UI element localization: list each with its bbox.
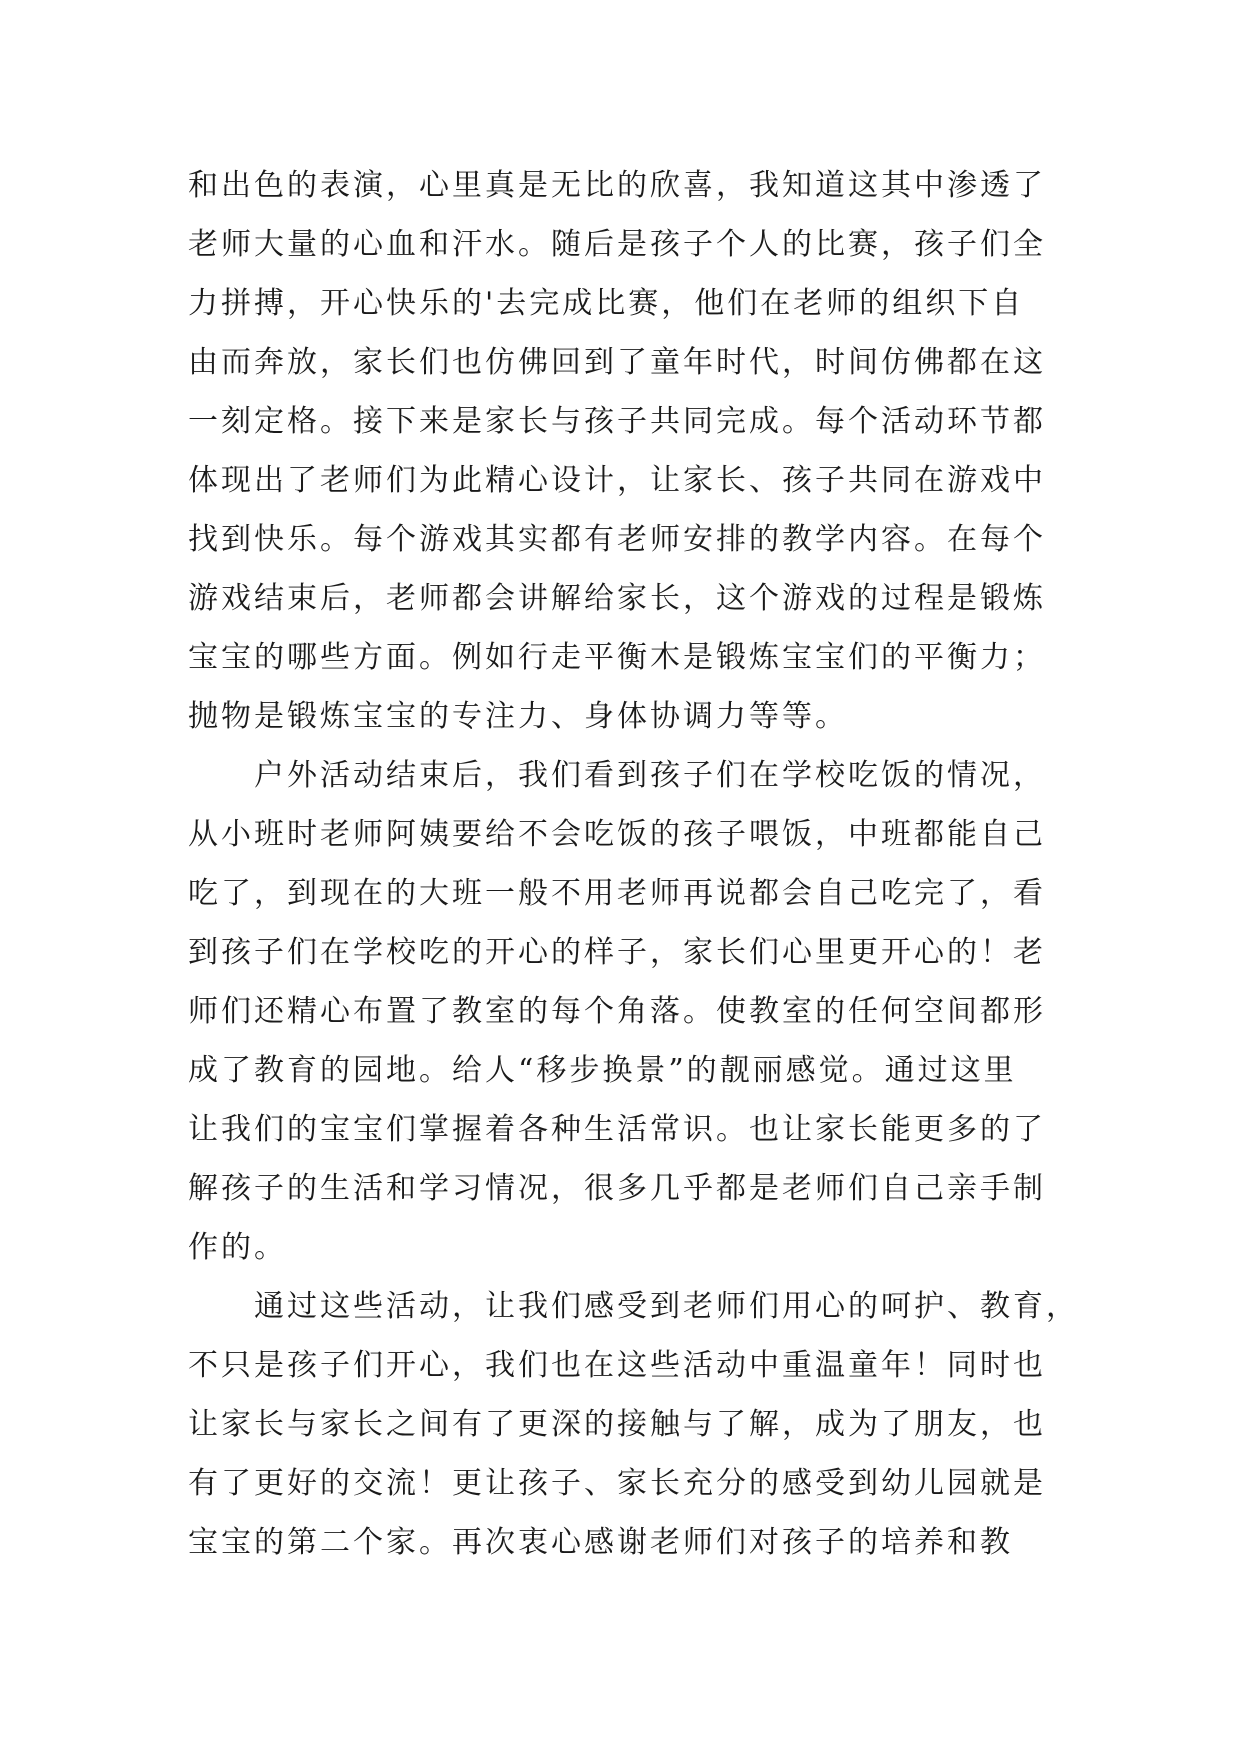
paragraph-2 (188, 746, 1068, 1277)
text-line: 由而奔放，家长们也仿佛回到了童年时代，时间仿佛都在这 (188, 345, 1046, 380)
text-line-indented: 通过这些活动，让我们感受到老师们用心的呵护、教育， (254, 1289, 1079, 1324)
text-line: 成了教育的园地。给人“移步换景”的靓丽感觉。通过这里 (188, 1053, 1017, 1088)
text-line: 有了更好的交流！更让孩子、家长充分的感受到幼儿园就是 (188, 1466, 1046, 1501)
text-line: 师们还精心布置了教室的每个角落。使教室的任何空间都形 (188, 994, 1046, 1029)
text-line-indented: 户外活动结束后，我们看到孩子们在学校吃饭的情况， (254, 758, 1046, 793)
text-line: 宝宝的第二个家。再次衷心感谢老师们对孩子的培养和教 (188, 1525, 1013, 1560)
text-line: 抛物是锻炼宝宝的专注力、身体协调力等等。 (188, 699, 848, 734)
text-line: 力拼搏，开心快乐的'去完成比赛，他们在老师的组织下自 (188, 286, 1025, 321)
paragraph-3 (188, 1277, 1079, 1572)
text-line: 不只是孩子们开心，我们也在这些活动中重温童年！同时也 (188, 1348, 1046, 1383)
text-line: 到孩子们在学校吃的开心的样子，家长们心里更开心的！老 (188, 935, 1046, 970)
text-line: 让家长与家长之间有了更深的接触与了解，成为了朋友，也 (188, 1407, 1046, 1442)
body-text (188, 156, 1079, 1572)
text-line: 和出色的表演，心里真是无比的欣喜，我知道这其中渗透了 (188, 168, 1046, 203)
text-line: 一刻定格。接下来是家长与孩子共同完成。每个活动环节都 (188, 404, 1046, 439)
text-line: 找到快乐。每个游戏其实都有老师安排的教学内容。在每个 (188, 522, 1046, 557)
text-line: 让我们的宝宝们掌握着各种生活常识。也让家长能更多的了 (188, 1112, 1046, 1147)
text-line: 作的。 (188, 1230, 287, 1265)
text-line: 解孩子的生活和学习情况，很多几乎都是老师们自己亲手制 (188, 1171, 1046, 1206)
paragraph-1 (188, 156, 1068, 746)
text-line: 游戏结束后，老师都会讲解给家长，这个游戏的过程是锻炼 (188, 581, 1046, 616)
text-line: 从小班时老师阿姨要给不会吃饭的孩子喂饭，中班都能自己 (188, 817, 1046, 852)
text-line: 宝宝的哪些方面。例如行走平衡木是锻炼宝宝们的平衡力； (188, 640, 1046, 675)
text-line: 体现出了老师们为此精心设计，让家长、孩子共同在游戏中 (188, 463, 1046, 498)
text-line: 吃了，到现在的大班一般不用老师再说都会自己吃完了，看 (188, 876, 1046, 911)
text-line: 老师大量的心血和汗水。随后是孩子个人的比赛，孩子们全 (188, 227, 1046, 262)
